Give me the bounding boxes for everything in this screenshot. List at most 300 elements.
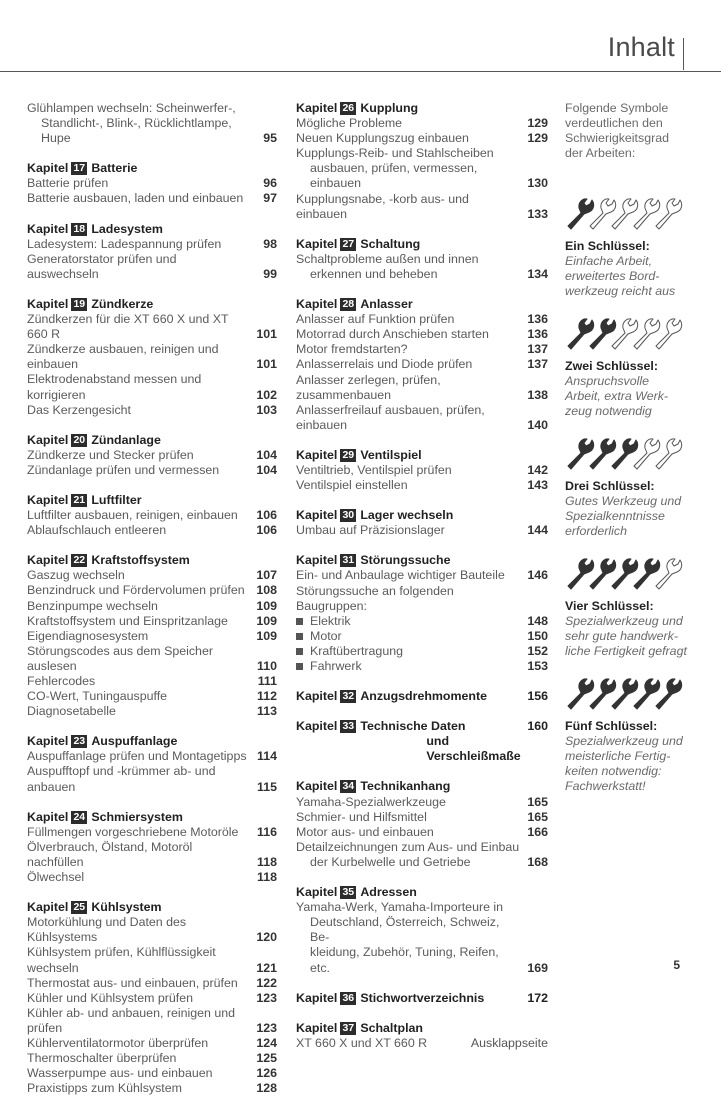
toc-entry-text — [27, 749, 251, 764]
chapter-number-badge: 33 — [340, 720, 356, 733]
toc-entry-text — [296, 900, 522, 975]
toc-entry[interactable] — [27, 629, 277, 644]
toc-page-number: 146 — [527, 568, 548, 583]
toc-entry[interactable] — [296, 900, 548, 975]
toc-entry-text — [27, 372, 251, 402]
toc-entry[interactable] — [296, 478, 548, 493]
toc-entry[interactable] — [296, 357, 548, 372]
toc-entry-line: Motorkühlung und Daten des Kühlsystems — [27, 915, 187, 945]
toc-page-number: 166 — [527, 824, 548, 839]
chapter-keyword: Kapitel — [296, 1020, 338, 1035]
legend-intro-line: der Arbeiten: — [565, 146, 636, 161]
wrench-icon — [565, 553, 685, 595]
toc-entry-line: Ventiltrieb, Ventilspiel prüfen — [296, 462, 452, 477]
chapter-title-line: Kühlsystem — [91, 900, 162, 915]
toc-entry[interactable] — [27, 101, 277, 146]
toc-entry[interactable] — [27, 644, 277, 674]
chapter-heading[interactable] — [27, 222, 277, 237]
toc-entry[interactable] — [27, 1036, 277, 1051]
toc-entry[interactable] — [27, 749, 277, 764]
chapter-heading[interactable] — [27, 433, 277, 448]
chapter-section — [296, 885, 548, 976]
wrench-filled-icon — [568, 319, 594, 349]
legend-item — [565, 433, 695, 539]
chapter-number-badge: 20 — [71, 434, 87, 447]
chapter-title — [360, 508, 548, 523]
toc-entry-line: Zündkerze ausbauen, reinigen und einbauen — [27, 342, 219, 372]
toc-entry[interactable] — [27, 614, 277, 629]
chapter-keyword: Kapitel — [296, 689, 338, 704]
toc-entry-text — [27, 342, 251, 372]
toc-page-number: 109 — [256, 613, 277, 628]
toc-entry[interactable] — [27, 523, 277, 538]
toc-entry-line: Thermostat aus- und einbauen, prüfen — [27, 975, 238, 990]
toc-entry[interactable] — [27, 825, 277, 840]
toc-entry[interactable] — [296, 192, 548, 222]
chapter-section — [296, 448, 548, 493]
toc-entry[interactable] — [27, 583, 277, 598]
toc-page-number: 120 — [256, 930, 277, 945]
toc-entry[interactable] — [296, 840, 548, 870]
toc-entry[interactable] — [27, 508, 277, 523]
toc-page-number: 123 — [256, 1020, 277, 1035]
toc-entry-line: Motor fremdstarten? — [296, 342, 408, 357]
toc-entry-text — [27, 523, 251, 538]
toc-entry-line: Neuen Kupplungszug einbauen — [296, 131, 469, 146]
toc-entry-text — [296, 568, 522, 583]
toc-page-number: 144 — [527, 523, 548, 538]
toc-page-number: 148 — [527, 613, 548, 628]
toc-entry-text — [27, 101, 251, 146]
toc-page-number: 115 — [257, 779, 277, 794]
bullet-square-icon — [296, 633, 303, 640]
toc-entry-text — [27, 945, 251, 975]
chapter-heading[interactable] — [296, 448, 548, 463]
toc-page-number: 106 — [256, 508, 277, 523]
toc-entry-text — [296, 584, 522, 614]
toc-entry[interactable] — [27, 342, 277, 372]
toc-entry[interactable] — [27, 1081, 277, 1096]
toc-entry-line: Auspufftopf und -krümmer ab- und anbauen — [27, 764, 216, 794]
toc-entry[interactable] — [27, 463, 277, 478]
chapter-title — [360, 1021, 548, 1036]
legend-item — [565, 673, 695, 794]
chapter-keyword: Kapitel — [27, 734, 69, 749]
toc-entry[interactable] — [27, 403, 277, 418]
chapter-section — [27, 553, 277, 719]
chapter-title — [91, 493, 277, 508]
toc-entry[interactable] — [296, 568, 548, 583]
toc-entry-text — [27, 915, 251, 945]
toc-entry-line: Kühlerventilatormotor überprüfen — [27, 1035, 209, 1050]
toc-entry[interactable] — [27, 599, 277, 614]
chapter-title-line: Batterie — [91, 161, 138, 176]
toc-page-number: 150 — [527, 628, 548, 643]
chapter-section — [296, 508, 548, 538]
legend-description-line: sehr gute handwerk- — [565, 629, 678, 644]
toc-entry[interactable] — [296, 327, 548, 342]
toc-entry-text — [296, 327, 522, 342]
toc-entry[interactable] — [27, 448, 277, 463]
toc-entry-line: Yamaha-Spezialwerkzeuge — [296, 794, 446, 809]
toc-entry[interactable] — [27, 976, 277, 991]
toc-entry-line: Umbau auf Präzisionslager — [296, 523, 445, 538]
chapter-heading[interactable] — [27, 297, 277, 312]
chapter-number-badge: 24 — [71, 811, 87, 824]
toc-entry-text — [296, 614, 522, 629]
chapter-section — [27, 161, 277, 206]
chapter-heading[interactable] — [296, 689, 548, 704]
chapter-number-badge: 36 — [340, 992, 356, 1005]
chapter-title — [91, 222, 277, 237]
toc-entry[interactable] — [27, 1066, 277, 1081]
toc-page-number: 104 — [256, 447, 277, 462]
chapter-title-line: Lager wechseln — [360, 508, 454, 523]
chapter-keyword: Kapitel — [27, 296, 69, 311]
chapter-section — [296, 237, 548, 282]
toc-entry[interactable] — [296, 825, 548, 840]
toc-entry[interactable] — [296, 373, 548, 403]
toc-entry[interactable] — [27, 704, 277, 719]
toc-entry[interactable] — [27, 372, 277, 402]
toc-entry-text — [27, 568, 251, 583]
chapter-keyword: Kapitel — [27, 900, 69, 915]
toc-entry-line: Störungscodes aus dem Speicher auslesen — [27, 643, 213, 673]
chapter-section — [27, 810, 277, 885]
toc-entry-line: XT 660 X und XT 660 R — [296, 1035, 428, 1050]
toc-entry-line: Praxistipps zum Kühlsystem — [27, 1081, 182, 1096]
toc-entry-text — [27, 191, 251, 206]
toc-entry-line: Elektrodenabstand messen und korrigieren — [27, 372, 202, 402]
toc-entry-line: Benzindruck und Fördervolumen prüfen — [27, 583, 245, 598]
chapter-title — [360, 101, 548, 116]
toc-page-number: 95 — [263, 131, 277, 146]
legend-item — [565, 193, 695, 299]
chapter-title — [360, 689, 522, 704]
chapter-title-line: Stichwortverzeichnis — [360, 990, 485, 1005]
toc-page-number: 110 — [257, 658, 277, 673]
toc-entry[interactable] — [27, 689, 277, 704]
toc-entry[interactable] — [296, 463, 548, 478]
toc-entry[interactable] — [296, 810, 548, 825]
toc-entry[interactable] — [27, 991, 277, 1006]
chapter-title-line: Ladesystem — [91, 221, 163, 236]
chapter-section — [27, 101, 277, 146]
toc-entry[interactable] — [296, 523, 548, 538]
chapter-keyword: Kapitel — [296, 553, 338, 568]
legend-description-line: Spezialwerkzeug und — [565, 734, 683, 749]
toc-page-number: 165 — [527, 809, 548, 824]
toc-entry[interactable] — [296, 1036, 548, 1051]
toc-entry-text — [27, 252, 251, 282]
toc-entry-text — [27, 583, 251, 598]
chapter-number-badge: 19 — [71, 298, 87, 311]
chapter-number-badge: 18 — [71, 223, 87, 236]
toc-entry[interactable] — [296, 252, 548, 282]
legend-title: Ein Schlüssel: — [565, 239, 650, 253]
wrench-filled-icon — [568, 559, 594, 589]
chapter-title-line: Ventilspiel — [360, 447, 422, 462]
toc-entry-line: Anlasserfreilauf ausbauen, prüfen, einbauen — [296, 402, 485, 432]
chapter-title-line: Kupplung — [360, 101, 419, 115]
toc-entry-text — [296, 523, 522, 538]
header-divider — [683, 38, 684, 70]
toc-page-number: 130 — [527, 176, 548, 191]
difficulty-wrench-row — [565, 433, 695, 475]
legend-title: Vier Schlüssel: — [565, 599, 654, 613]
toc-entry-line: Das Kerzengesicht — [27, 402, 131, 417]
chapter-title — [360, 991, 522, 1006]
wrench-icon — [565, 313, 685, 355]
toc-entry-text — [27, 599, 251, 614]
chapter-title-line: Anzugsdrehmomente — [360, 689, 487, 704]
toc-entry-text — [296, 116, 522, 131]
chapter-title-line: Anlasser — [360, 297, 413, 312]
toc-page-number: 118 — [257, 854, 277, 869]
chapter-heading[interactable] — [296, 297, 548, 312]
chapter-heading[interactable] — [27, 810, 277, 825]
chapter-page-number: 156 — [527, 689, 548, 704]
chapter-title-line: Störungssuche — [360, 553, 451, 568]
toc-entry-text — [27, 870, 251, 885]
toc-entry-text — [296, 810, 522, 825]
toc-entry-line: Kraftstoffsystem und Einspritzanlage — [27, 613, 228, 628]
legend-description-line: erweitertes Bord- — [565, 269, 660, 284]
chapter-heading[interactable] — [296, 991, 548, 1006]
chapter-title — [360, 297, 548, 312]
chapter-heading[interactable] — [296, 1021, 548, 1036]
toc-entry[interactable] — [296, 659, 548, 674]
chapter-heading[interactable] — [27, 493, 277, 508]
toc-entry[interactable] — [27, 312, 277, 342]
toc-entry[interactable] — [296, 644, 548, 659]
chapter-section — [27, 900, 277, 1096]
toc-page-number: 113 — [257, 704, 277, 719]
toc-entry-line: Schmier- und Hilfsmittel — [296, 809, 427, 824]
chapter-number-badge: 37 — [340, 1022, 356, 1035]
chapter-number-badge: 35 — [340, 886, 356, 899]
toc-page-number: 137 — [527, 357, 548, 372]
chapter-section — [296, 779, 548, 870]
toc-entry-line: Gaszug wechseln — [27, 568, 125, 583]
toc-entry-text — [27, 689, 251, 704]
toc-page-number: 125 — [256, 1051, 277, 1066]
chapter-section — [296, 689, 548, 704]
chapter-title-line: Adressen — [360, 885, 417, 900]
toc-entry[interactable] — [27, 915, 277, 945]
chapter-heading[interactable] — [296, 508, 548, 523]
legend-intro-line: verdeutlichen den — [565, 116, 663, 131]
toc-entry-line: Ventilspiel einstellen — [296, 478, 408, 493]
toc-entry-line: Generatorstator prüfen und auswechseln — [27, 251, 177, 281]
legend-description-line: meisterliche Fertig- — [565, 749, 671, 764]
toc-entry[interactable] — [27, 1051, 277, 1066]
toc-page-number: 168 — [527, 854, 548, 869]
toc-entry[interactable] — [27, 252, 277, 282]
toc-page-number: 153 — [527, 659, 548, 673]
toc-entry[interactable] — [296, 116, 548, 131]
toc-column-middle — [296, 101, 548, 1051]
toc-entry-text — [27, 448, 251, 463]
toc-entry-line: Anlasser zerlegen, prüfen, zusammenbauen — [296, 372, 441, 402]
chapter-section — [296, 991, 548, 1006]
toc-page-number: 99 — [263, 266, 277, 281]
chapter-page-number: 172 — [527, 990, 548, 1005]
toc-entry-text — [27, 614, 251, 629]
toc-entry-line: Motor aus- und einbauen — [296, 824, 434, 839]
chapter-section — [296, 553, 548, 674]
page-title: Inhalt — [607, 32, 675, 62]
toc-entry-line: Zündkerzen für die XT 660 X und XT 660 R — [27, 312, 229, 342]
toc-entry[interactable] — [27, 870, 277, 885]
chapter-keyword: Kapitel — [296, 236, 338, 251]
chapter-heading[interactable] — [296, 719, 548, 764]
toc-page-number: 108 — [256, 583, 277, 598]
chapter-heading[interactable] — [296, 779, 548, 794]
toc-entry-line: Ölwechsel — [27, 870, 85, 885]
wrench-filled-icon — [568, 199, 594, 229]
toc-entry[interactable] — [296, 342, 548, 357]
chapter-title-line: und Verschleißmaße — [426, 734, 521, 764]
toc-entry-line: Deutschland, Österreich, Schweiz, Be- — [310, 915, 500, 945]
toc-entry[interactable] — [296, 312, 548, 327]
toc-page-number: 101 — [256, 357, 277, 372]
toc-entry[interactable] — [27, 764, 277, 794]
legend-description-line: Einfache Arbeit, — [565, 254, 653, 269]
toc-entry-line: Diagnosetabelle — [27, 704, 116, 719]
toc-page-number: 112 — [257, 689, 277, 704]
toc-entry-line: Auspuffanlage prüfen und Montagetipps — [27, 749, 247, 764]
chapter-number-badge: 32 — [340, 690, 356, 703]
toc-entry[interactable] — [27, 237, 277, 252]
toc-entry-line: Motor — [310, 628, 342, 643]
toc-entry-text — [296, 629, 522, 644]
chapter-heading[interactable] — [296, 885, 548, 900]
toc-page-number: 114 — [257, 749, 277, 764]
toc-entry-line: Ein- und Anbaulage wichtiger Bauteile — [296, 568, 505, 583]
toc-entry-text — [296, 795, 522, 810]
toc-entry-line: Mögliche Probleme — [296, 116, 403, 131]
toc-entry-line: Kühlsystem prüfen, Kühlflüssigkeit wechseln — [27, 945, 216, 975]
toc-entry-line: Füllmengen vorgeschriebene Motoröle — [27, 824, 239, 839]
chapter-keyword: Kapitel — [296, 447, 338, 462]
toc-entry[interactable] — [296, 795, 548, 810]
toc-entry[interactable] — [27, 945, 277, 975]
toc-entry-text — [296, 146, 522, 191]
toc-page-number: 96 — [263, 176, 277, 191]
toc-page-number: 133 — [527, 206, 548, 221]
chapter-keyword: Kapitel — [27, 492, 69, 507]
chapter-title — [360, 448, 548, 463]
toc-entry[interactable] — [27, 568, 277, 583]
toc-entry[interactable] — [296, 146, 548, 191]
chapter-heading[interactable] — [27, 161, 277, 176]
legend-title: Drei Schlüssel: — [565, 479, 655, 493]
chapter-heading[interactable] — [27, 553, 277, 568]
toc-entry-text — [296, 659, 522, 674]
wrench-filled-icon — [568, 679, 594, 709]
toc-entry-line: Kupplungs-Reib- und Stahlscheiben — [296, 146, 494, 161]
chapter-keyword: Kapitel — [27, 221, 69, 236]
chapter-heading[interactable] — [296, 237, 548, 252]
toc-entry-line: der Kurbelwelle und Getriebe — [310, 854, 471, 869]
legend-item — [565, 313, 695, 419]
chapter-section — [27, 734, 277, 794]
toc-entry[interactable] — [296, 403, 548, 433]
toc-entry-line: Luftfilter ausbauen, reinigen, einbauen — [27, 508, 238, 523]
toc-entry-line: Ladesystem: Ladespannung prüfen — [27, 236, 222, 251]
chapter-title — [91, 161, 277, 176]
chapter-heading[interactable] — [296, 553, 548, 568]
chapter-heading[interactable] — [27, 900, 277, 915]
toc-entry-text — [296, 357, 522, 372]
chapter-heading[interactable] — [296, 101, 548, 116]
toc-entry-text — [296, 463, 522, 478]
toc-entry-text — [27, 1066, 251, 1081]
toc-entry-line: Elektrik — [310, 613, 351, 628]
toc-entry-text — [27, 463, 251, 478]
legend-description-line: Fachwerkstatt! — [565, 779, 646, 794]
toc-entry[interactable] — [27, 840, 277, 870]
toc-entry-text — [27, 674, 251, 689]
legend-description-line: Anspruchsvolle — [565, 374, 650, 389]
toc-page-number: 101 — [256, 327, 277, 342]
chapter-keyword: Kapitel — [296, 297, 338, 312]
toc-entry-line: erkennen und beheben — [310, 266, 438, 281]
wrench-filled-icon — [568, 439, 594, 469]
chapter-title-line: Luftfilter — [91, 492, 142, 507]
toc-entry-line: Fahrwerk — [310, 659, 362, 673]
toc-page-number: 104 — [256, 462, 277, 477]
chapter-number-badge: 34 — [340, 780, 356, 793]
legend-description-line: Gutes Werkzeug und — [565, 494, 682, 509]
chapter-title-line: Zündkerze — [91, 296, 154, 311]
toc-entry-text — [296, 644, 522, 659]
header-rule — [0, 71, 721, 72]
chapter-number-badge: 21 — [71, 494, 87, 507]
toc-entry[interactable] — [296, 614, 548, 629]
toc-entry-line: Kühler und Kühlsystem prüfen — [27, 990, 193, 1005]
toc-page-number: 165 — [527, 794, 548, 809]
toc-page-number: 111 — [257, 674, 277, 688]
toc-entry[interactable] — [27, 674, 277, 689]
toc-entry[interactable] — [27, 1006, 277, 1036]
toc-entry[interactable] — [296, 629, 548, 644]
legend-item — [565, 553, 695, 659]
toc-entry-line: Glühlampen wechseln: Scheinwerfer-, — [27, 101, 236, 115]
toc-entry-line: ausbauen, prüfen, vermessen, einbauen — [310, 161, 478, 191]
toc-page-number: 142 — [527, 462, 548, 477]
toc-entry-line: Benzinpumpe wechseln — [27, 598, 158, 613]
chapter-title-line: Technikanhang — [360, 779, 451, 794]
chapter-heading[interactable] — [27, 734, 277, 749]
chapter-title-line: Schaltplan — [360, 1020, 423, 1035]
toc-entry[interactable] — [27, 176, 277, 191]
toc-entry-text — [296, 825, 522, 840]
toc-entry-text — [27, 508, 251, 523]
toc-entry[interactable] — [296, 131, 548, 146]
toc-entry-text — [27, 840, 251, 870]
chapter-keyword: Kapitel — [296, 719, 338, 734]
toc-entry-text — [296, 252, 522, 282]
toc-entry[interactable] — [27, 191, 277, 206]
legend-description-line: liche Fertigkeit gefragt — [565, 644, 687, 659]
toc-entry-text — [296, 1036, 470, 1051]
chapter-title — [360, 719, 522, 764]
toc-page-number: 118 — [257, 870, 277, 885]
toc-entry-line: Störungssuche an folgenden Baugruppen: — [296, 583, 454, 613]
toc-entry[interactable] — [296, 584, 548, 614]
